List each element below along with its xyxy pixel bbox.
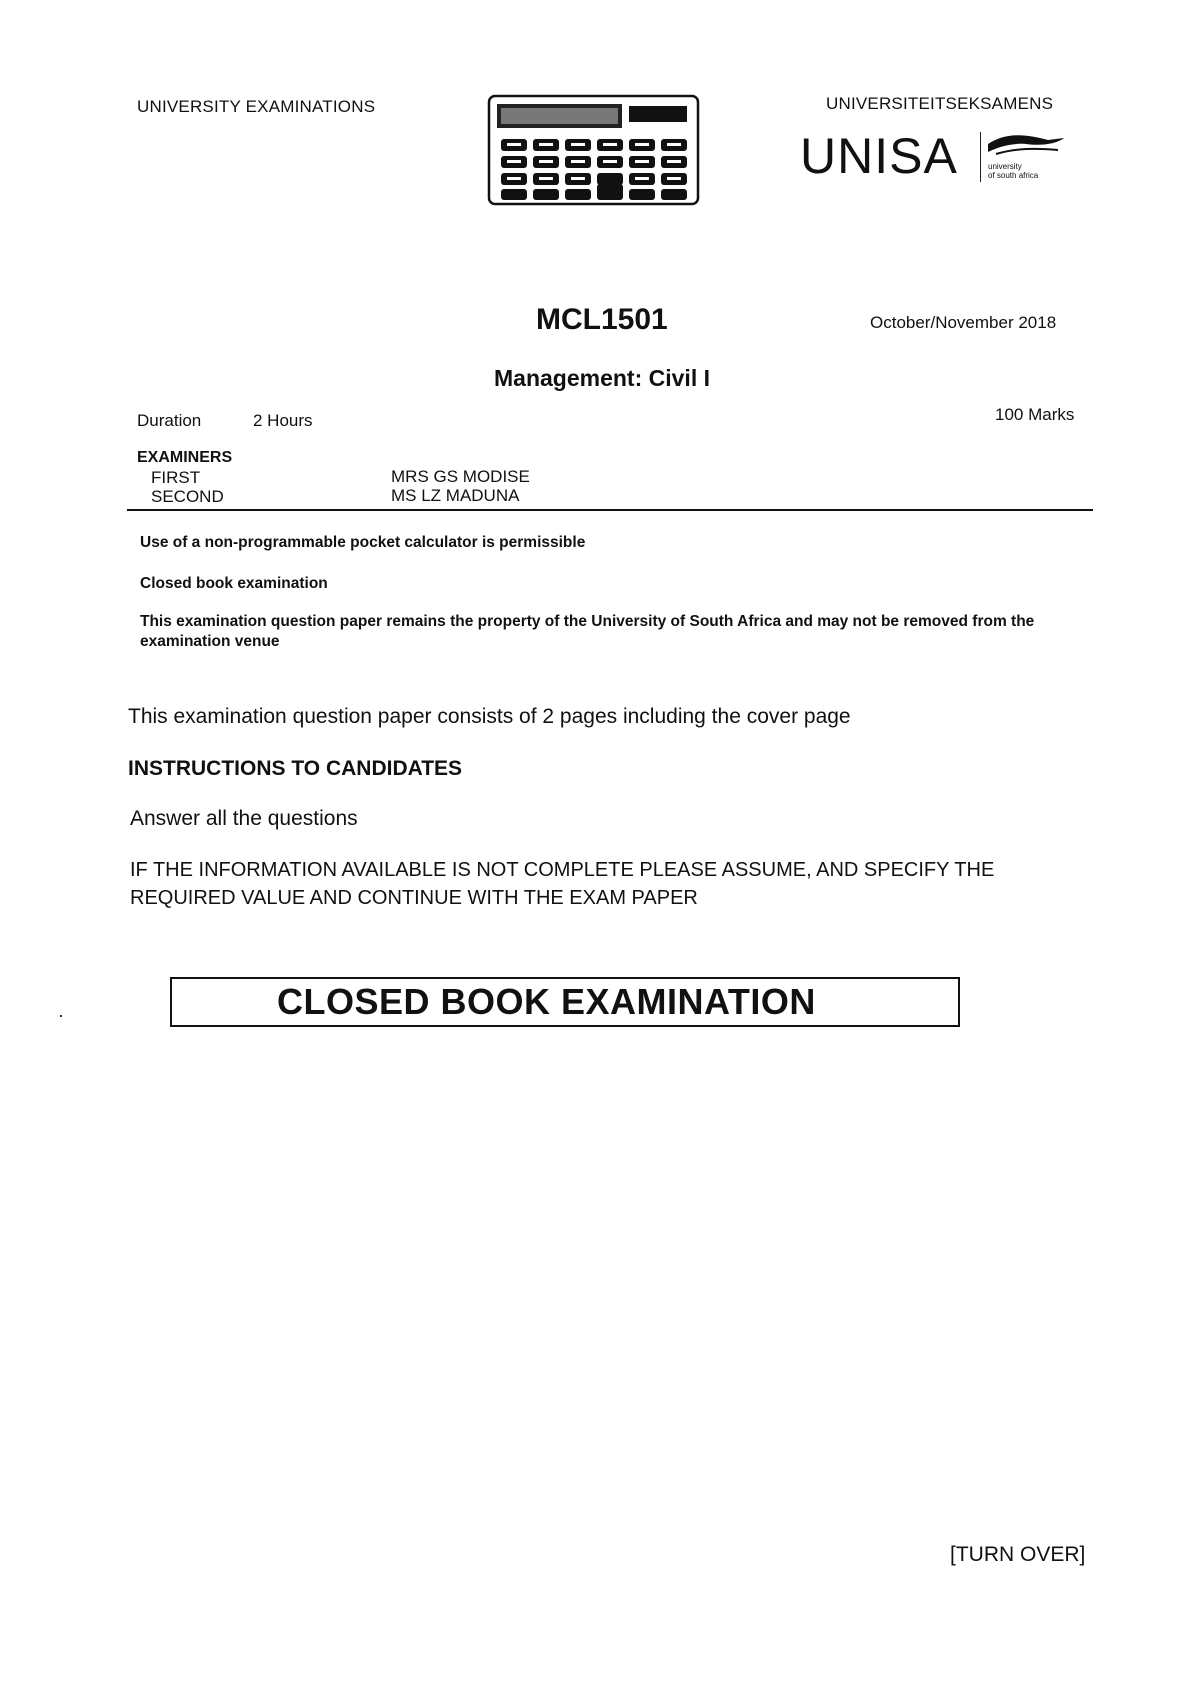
logo-tagline-line-1: university: [988, 162, 1022, 171]
header-university-examinations: UNIVERSITY EXAMINATIONS: [137, 97, 376, 116]
duration-value: 2 Hours: [253, 411, 313, 430]
turn-over-label: [TURN OVER]: [950, 1543, 1086, 1566]
header-divider: [127, 509, 1093, 511]
logo-wordmark: UNISA: [800, 128, 958, 184]
course-code: MCL1501: [536, 303, 668, 336]
closed-book-note: Closed book examination: [140, 575, 328, 592]
property-note: This examination question paper remains the property of the University of South Africa and may not be removed from the examination venue: [140, 613, 1035, 650]
first-examiner-name: MRS GS MODISE: [391, 467, 530, 486]
stray-mark: [60, 1015, 62, 1017]
calculator-icon: [487, 94, 700, 206]
logo-tagline: [988, 162, 1038, 180]
calculator-note: Use of a non-programmable pocket calculator is permissible: [140, 534, 586, 551]
answer-all-instruction: Answer all the questions: [130, 807, 358, 830]
total-marks: 100 Marks: [995, 405, 1075, 424]
first-examiner-label: FIRST: [151, 468, 201, 487]
examiners-heading: EXAMINERS: [137, 449, 233, 466]
course-subject: Management: Civil I: [494, 365, 710, 391]
logo-divider: [980, 132, 981, 182]
second-examiner-label: SECOND: [151, 487, 224, 506]
header-universiteitseksamens: UNIVERSITEITSEKSAMENS: [826, 94, 1054, 113]
exam-session: October/November 2018: [870, 313, 1057, 332]
closed-book-banner: [170, 977, 960, 1027]
logo-tagline-line-2: of south africa: [988, 171, 1039, 180]
second-examiner-name: MS LZ MADUNA: [391, 486, 520, 505]
assumption-instruction: IF THE INFORMATION AVAILABLE IS NOT COMPLETE PLEASE ASSUME, AND SPECIFY THE REQUIRED VALUE AND CONTINUE WITH THE EXAM PAPER: [130, 859, 995, 909]
page-count-statement: This examination question paper consists of 2 pages including the cover page: [128, 705, 851, 728]
logo-bird-icon: [986, 130, 1066, 160]
unisa-logo: [800, 126, 1070, 186]
duration-label: Duration: [137, 411, 202, 430]
instructions-heading: INSTRUCTIONS TO CANDIDATES: [128, 757, 463, 780]
closed-book-banner-text: CLOSED BOOK EXAMINATION: [277, 981, 816, 1022]
